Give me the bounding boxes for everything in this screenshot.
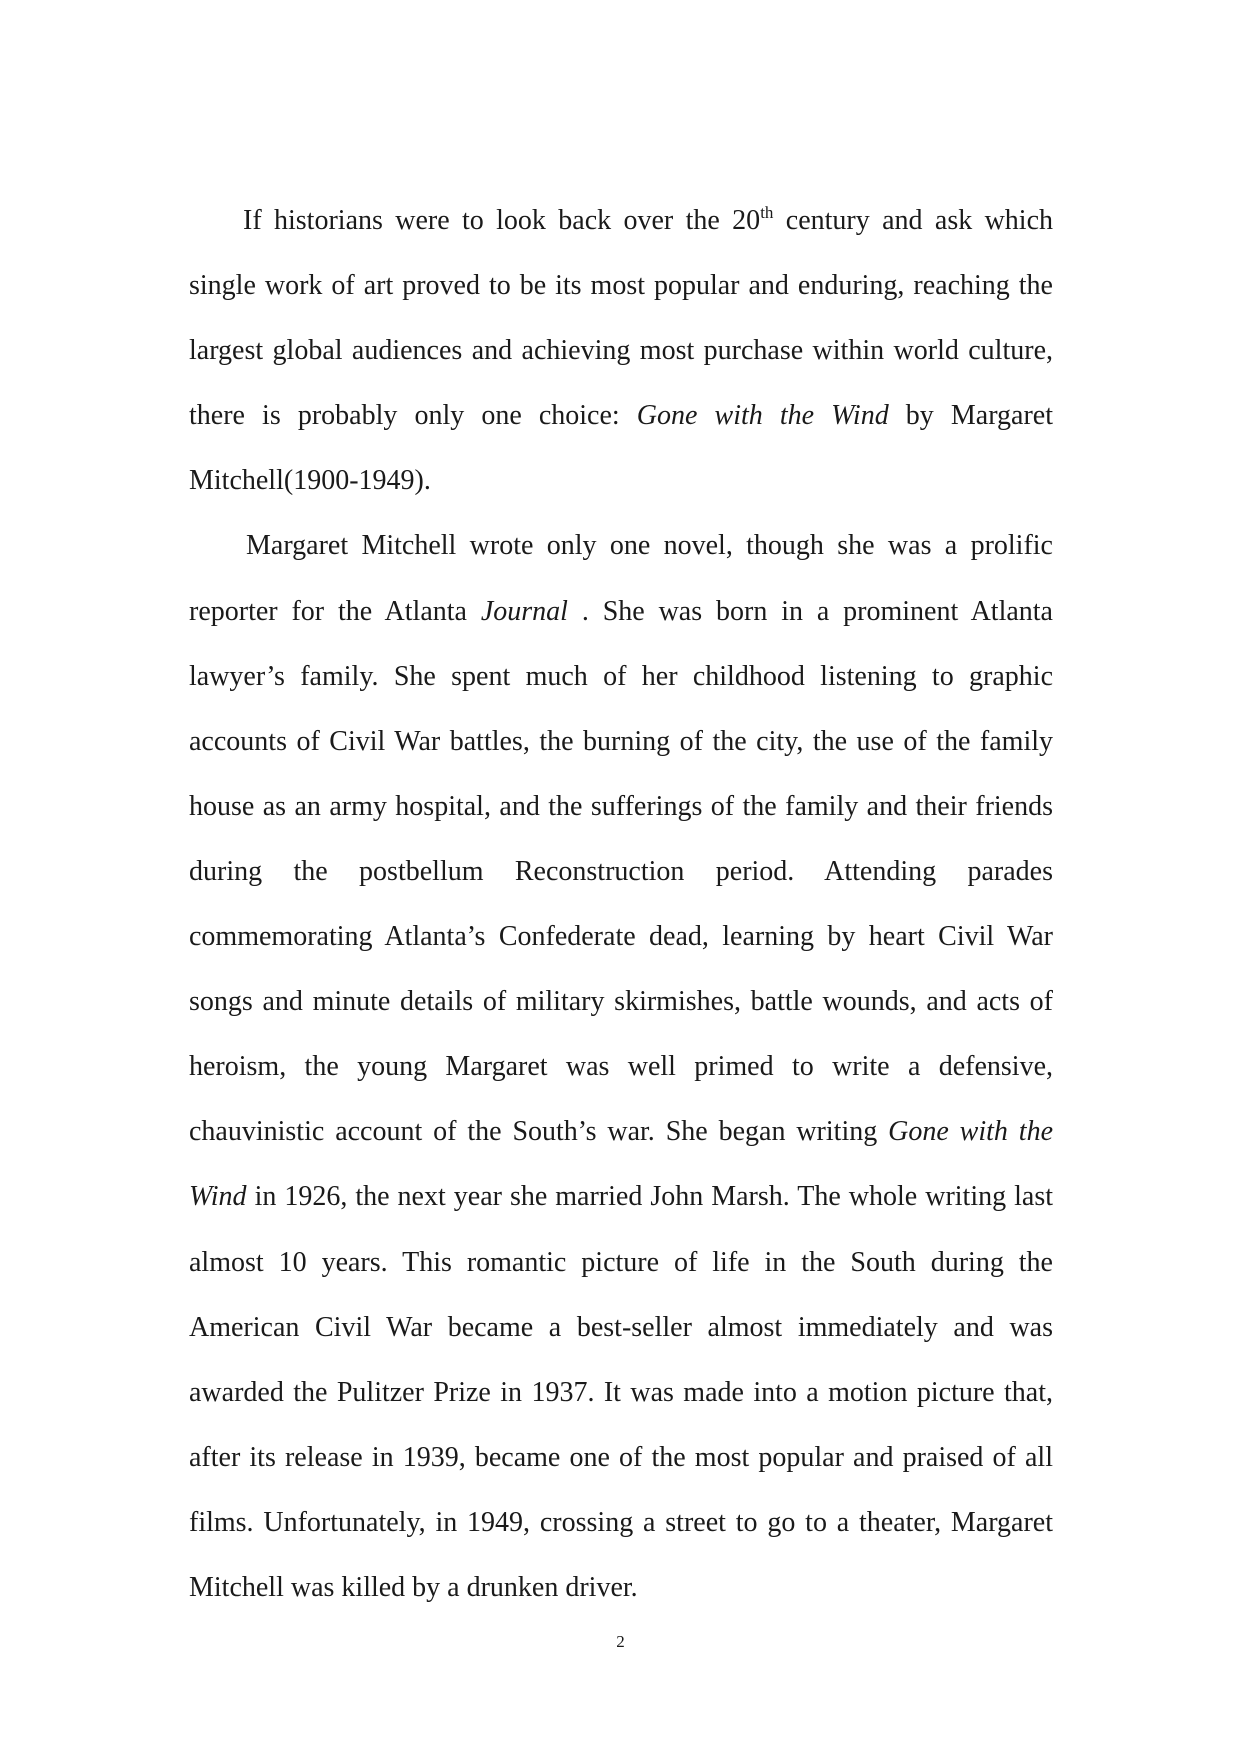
journal-italic: Journal	[480, 595, 568, 627]
paragraph-2	[189, 513, 1053, 1620]
book-title-italic-2: Gone with the Wind	[189, 1116, 1053, 1213]
paragraph-2-text-3: in 1926, the next year she married John Marsh. The whole writing last almost 10 years. This romantic picture of life in the South during the American Civil War became a best-seller almost immediately and was awarded the Pulitzer Prize in 1937. It was made into a motion picture that, after its release in 1939, became one of the most popular and praised of all films. Unfortunately, in 1949, crossing a street to go to a theater, Margaret Mitchell was killed by a drunken driver.	[189, 1181, 1053, 1603]
paragraph-1	[189, 188, 1053, 513]
book-title-italic: Gone with the Wind	[636, 400, 889, 432]
page-number: 2	[616, 1632, 625, 1651]
paragraph-1-text-2: century and ask which single work of art proved to be its most popular and enduring, reaching the largest global audiences and achieving most purchase within world culture, there is probably only one choice:	[189, 205, 1053, 432]
paragraph-2-text-1: Margaret Mitchell wrote only one novel, though she was a prolific reporter for the Atlanta	[189, 530, 1053, 627]
paragraph-2-text-2: . She was born in a prominent Atlanta lawyer’s family. She spent much of her childhood listening to graphic accounts of Civil War battles, the burning of the city, the use of the family house as an army hospital, and the sufferings of the family and their friends during the postbellum Reconstruction period. Attending parades commemorating Atlanta’s Confederate dead, learning by heart Civil War songs and minute details of military skirmishes, battle wounds, and acts of heroism, the young Margaret was well primed to write a defensive, chauvinistic account of the South’s war. She began writing	[189, 595, 1053, 1148]
paragraph-1-text-1: If historians were to look back over the 20	[243, 205, 761, 236]
superscript-th: th	[760, 203, 774, 222]
paragraph-1-text-3: by Margaret Mitchell(1900-1949).	[189, 400, 1054, 497]
body-text	[189, 188, 1053, 1620]
